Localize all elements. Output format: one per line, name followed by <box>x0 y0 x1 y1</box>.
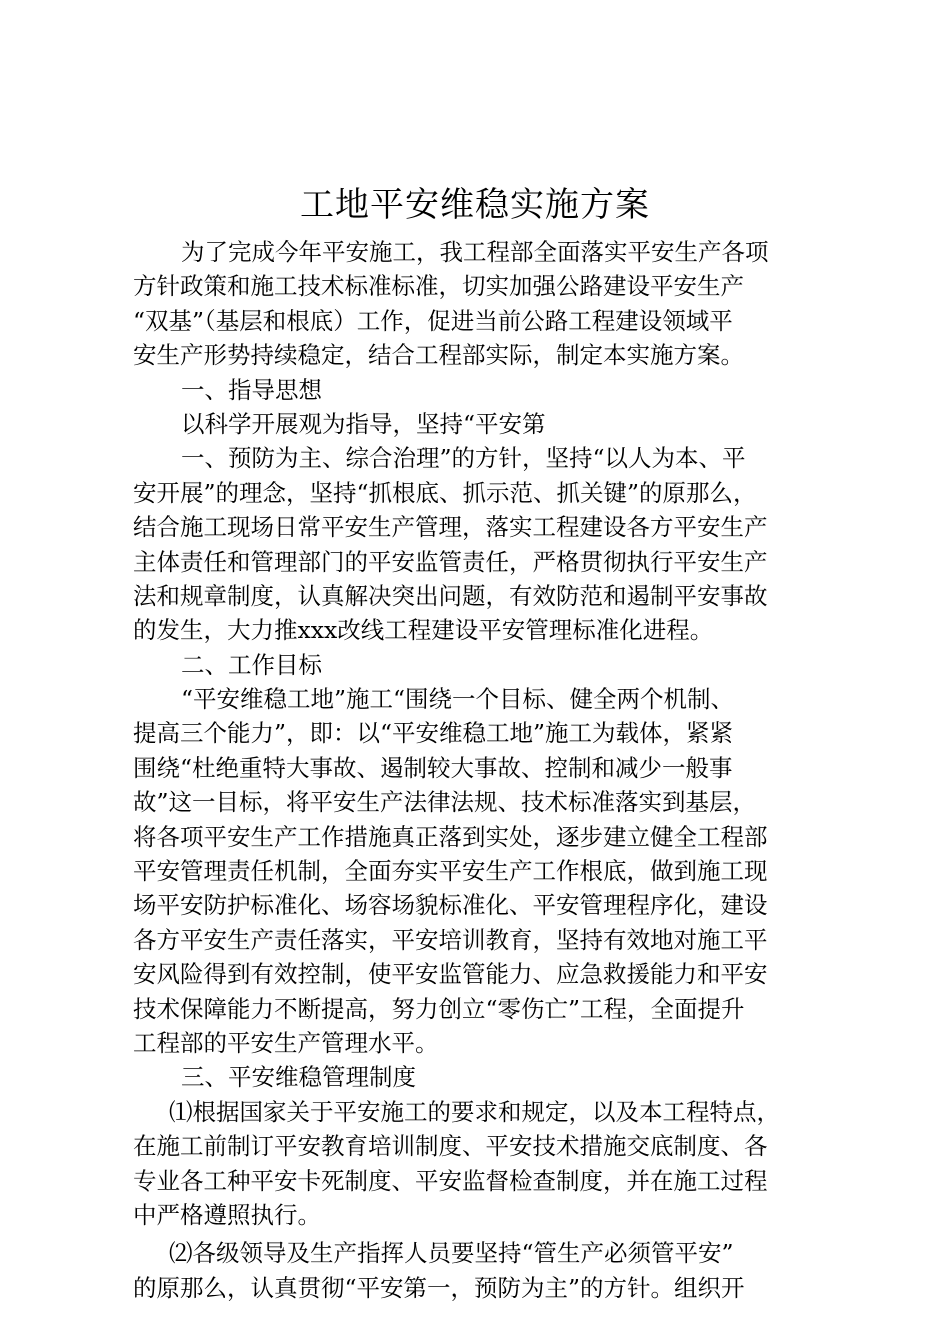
paragraph-line: 故”这一目标，将平安生产法律法规、技术标准落实到基层， <box>133 788 757 817</box>
document-body <box>133 235 823 1305</box>
paragraph-line: 在施工前制订平安教育培训制度、平安技术措施交底制度、各 <box>133 1132 768 1161</box>
document-title: 工地平安维稳实施方案 <box>300 185 650 225</box>
paragraph-line: “双基”（基层和根底）工作，促进当前公路工程建设领域平 <box>133 306 733 335</box>
paragraph-line: 技术保障能力不断提高，努力创立“零伤亡”工程，全面提升 <box>133 994 745 1023</box>
paragraph-line: 围绕“杜绝重特大事故、遏制较大事故、控制和减少一般事 <box>133 753 733 782</box>
paragraph-line: 工程部的平安生产管理水平。 <box>133 1028 439 1057</box>
paragraph-line: 主体责任和管理部门的平安监管责任，严格贯彻执行平安生产 <box>133 547 768 576</box>
paragraph-line: 将各项平安生产工作措施真正落到实处，逐步建立健全工程部 <box>133 822 768 851</box>
paragraph-line: 平安管理责任机制，全面夯实平安生产工作根底，做到施工现 <box>133 857 768 886</box>
paragraph-line: 以科学开展观为指导，坚持“平安第 <box>181 409 546 438</box>
paragraph-line: ⑵各级领导及生产指挥人员要坚持“管生产必须管平安” <box>169 1239 734 1268</box>
paragraph-line: 法和规章制度，认真解决突出问题，有效防范和遏制平安事故 <box>133 581 768 610</box>
paragraph-line: 安风险得到有效控制，使平安监管能力、应急救援能力和平安 <box>133 960 768 989</box>
paragraph-line: 场平安防护标准化、场容场貌标准化、平安管理程序化，建设 <box>133 891 768 920</box>
paragraph-line: 的原那么，认真贯彻“平安第一，预防为主”的方针。组织开 <box>133 1273 745 1302</box>
paragraph-line: 一、预防为主、综合治理”的方针，坚持“以人为本、平 <box>181 444 746 473</box>
paragraph-line: “平安维稳工地”施工“围绕一个目标、健全两个机制、 <box>181 685 735 714</box>
paragraph-line: 方针政策和施工技术标准标准，切实加强公路建设平安生产 <box>133 272 744 301</box>
paragraph-line: 结合施工现场日常平安生产管理，落实工程建设各方平安生产 <box>133 513 768 542</box>
paragraph-line: 专业各工种平安卡死制度、平安监督检查制度，并在施工过程 <box>133 1166 768 1195</box>
paragraph-line: 提高三个能力”，即：以“平安维稳工地”施工为载体，紧紧 <box>133 719 734 748</box>
paragraph-line: 的发生，大力推xxx改线工程建设平安管理标准化进程。 <box>133 616 714 645</box>
paragraph-line: 为了完成今年平安施工，我工程部全面落实平安生产各项 <box>181 238 769 266</box>
paragraph-line: 各方平安生产责任落实，平安培训教育，坚持有效地对施工平 <box>133 925 768 954</box>
section-heading: 一、指导思想 <box>181 375 322 404</box>
paragraph-line: 安生产形势持续稳定，结合工程部实际，制定本实施方案。 <box>133 341 744 370</box>
paragraph-line: 安开展”的理念，坚持“抓根底、抓示范、抓关键”的原那么， <box>133 478 757 507</box>
section-heading: 二、工作目标 <box>181 650 322 679</box>
section-heading: 三、平安维稳管理制度 <box>181 1063 416 1092</box>
paragraph-line: ⑴根据国家关于平安施工的要求和规定，以及本工程特点， <box>169 1097 780 1126</box>
paragraph-line: 中严格遵照执行。 <box>133 1200 321 1229</box>
